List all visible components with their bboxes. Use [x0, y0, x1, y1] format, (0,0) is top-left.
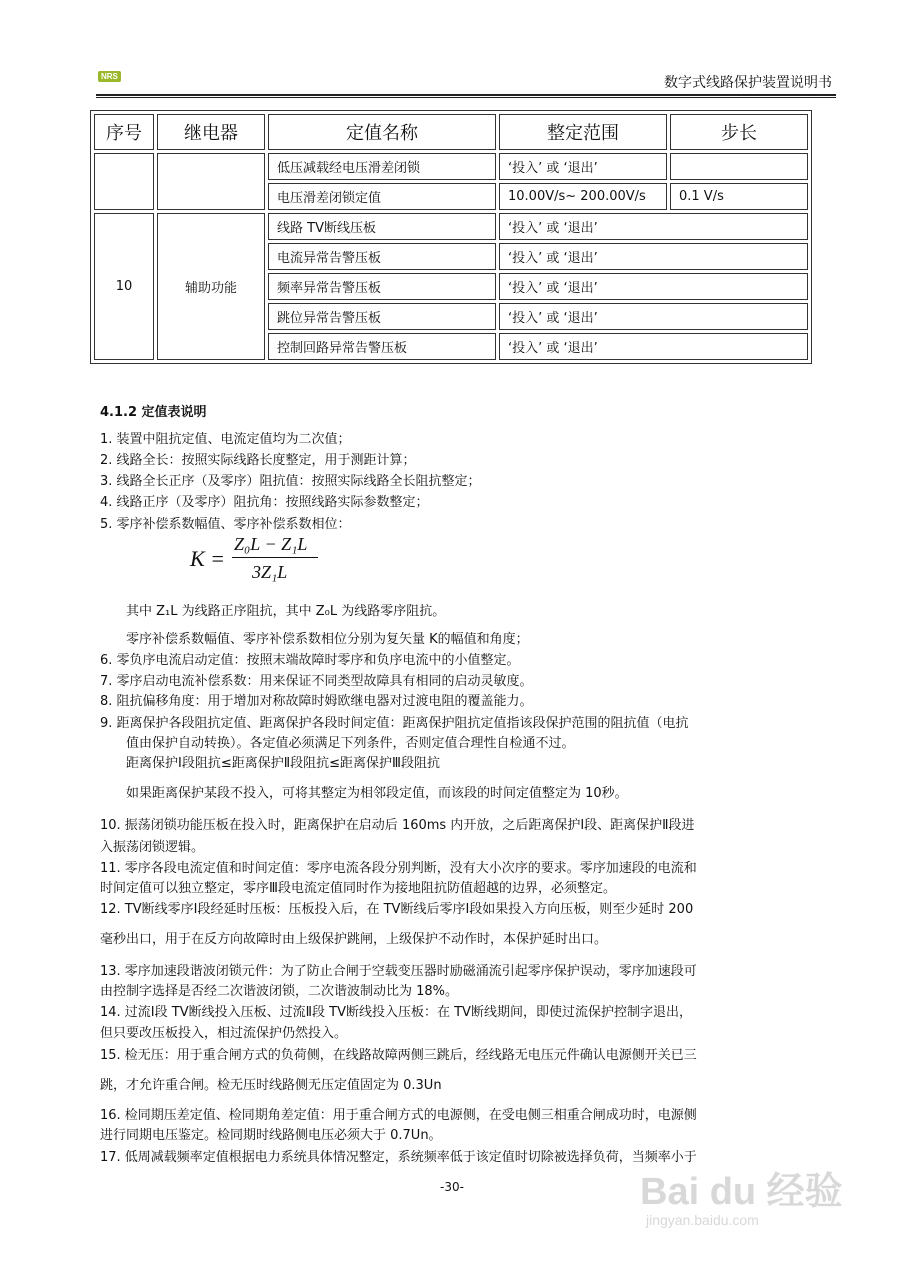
paragraph: 16. 检同期压差定值、检同期角差定值：用于重合闸方式的电源侧，在受电侧三相重合闸成功时，电源侧	[100, 1108, 697, 1123]
paragraph: 13. 零序加速段谐波闭锁元件：为了防止合闸于空载变压器时励磁涌流引起零序保护误动，零序加速段可	[100, 964, 697, 979]
cell-range: ‘投入’ 或 ‘退出’	[499, 213, 808, 240]
watermark-logo: Bai du 经验	[640, 1171, 843, 1213]
paragraph: 17. 低周减载频率定值根据电力系统具体情况整定，系统频率低于该定值时切除被选择负荷，当频率小于	[100, 1150, 697, 1165]
settings-table	[90, 110, 812, 364]
cell-step	[670, 153, 808, 180]
cell-setting-name: 线路 TV断线压板	[268, 213, 496, 240]
cell-relay: 辅助功能	[157, 213, 265, 360]
paragraph: 时间定值可以独立整定，零序Ⅲ段电流定值同时作为接地阻抗防值超越的边界，必须整定。	[100, 881, 616, 896]
logo-badge: NRS	[98, 71, 121, 82]
cell-no	[94, 153, 154, 210]
cell-range: ‘投入’ 或 ‘退出’	[499, 333, 808, 360]
paragraph: 但只要改压板投入，相过流保护仍然投入。	[100, 1026, 348, 1041]
cell-relay	[157, 153, 265, 210]
paragraph: 7. 零序启动电流补偿系数：用来保证不同类型故障具有相同的启动灵敏度。	[100, 674, 533, 689]
section-heading: 4.1.2 定值表说明	[100, 405, 207, 420]
table-row	[94, 153, 808, 180]
paragraph: 2. 线路全长：按照实际线路长度整定，用于测距计算；	[100, 453, 416, 468]
paragraph: 由控制字选择是否经二次谐波闭锁，二次谐波制动比为 18%。	[100, 984, 459, 999]
header-divider	[96, 94, 836, 96]
cell-setting-name: 电流异常告警压板	[268, 243, 496, 270]
paragraph: 入振荡闭锁逻辑。	[100, 840, 205, 855]
paragraph: 8. 阻抗偏移角度：用于增加对称故障时姆欧继电器对过渡电阻的覆盖能力。	[100, 694, 533, 709]
col-header: 序号	[94, 114, 154, 150]
cell-range: 10.00V/s~ 200.00V/s	[499, 183, 667, 210]
cell-setting-name: 频率异常告警压板	[268, 273, 496, 300]
paragraph: 10. 振荡闭锁功能压板在投入时，距离保护在启动后 160ms 内开放，之后距离保护Ⅰ段、距离保护Ⅱ段进	[100, 818, 695, 833]
paragraph: 其中 Z₁L 为线路正序阻抗，其中 Z₀L 为线路零序阻抗。	[126, 604, 446, 619]
cell-no: 10	[94, 213, 154, 360]
paragraph: 14. 过流Ⅰ段 TV断线投入压板、过流Ⅱ段 TV断线投入压板：在 TV断线期间，即使过流保护控制字退出，	[100, 1005, 692, 1020]
col-header: 定值名称	[268, 114, 496, 150]
paragraph: 1. 装置中阻抗定值、电流定值均为二次值；	[100, 432, 351, 447]
paragraph: 9. 距离保护各段阻抗定值、距离保护各段时间定值：距离保护阻抗定值指该段保护范围的阻抗值（电抗	[100, 716, 689, 731]
company-logo	[98, 64, 121, 83]
formula-lhs: K =	[190, 546, 226, 571]
cell-setting-name: 跳位异常告警压板	[268, 303, 496, 330]
document-title: 数字式线路保护装置说明书	[664, 75, 832, 91]
formula-numerator: Z₀L − Z₁L	[234, 534, 308, 554]
paragraph: 距离保护Ⅰ段阻抗≤距离保护Ⅱ段阻抗≤距离保护Ⅲ段阻抗	[126, 756, 440, 771]
fraction-bar	[232, 557, 318, 558]
col-header: 步长	[670, 114, 808, 150]
col-header: 继电器	[157, 114, 265, 150]
paragraph: 15. 检无压：用于重合闸方式的负荷侧，在线路故障两侧三跳后，经线路无电压元件确认电源侧开关已三	[100, 1048, 697, 1063]
formula-denominator: 3Z₁L	[252, 562, 288, 582]
col-header: 整定范围	[499, 114, 667, 150]
paragraph: 6. 零负序电流启动定值：按照末端故障时零序和负序电流中的小值整定。	[100, 653, 520, 668]
paragraph: 4. 线路正序（及零序）阻抗角：按照线路实际参数整定；	[100, 495, 429, 510]
paragraph: 5. 零序补偿系数幅值、零序补偿系数相位：	[100, 517, 351, 532]
table-row	[94, 213, 808, 240]
page-number: -30-	[440, 1180, 464, 1194]
cell-range: ‘投入’ 或 ‘退出’	[499, 303, 808, 330]
paragraph: 跳，才允许重合闸。检无压时线路侧无压定值固定为 0.3Un	[100, 1078, 442, 1093]
cell-setting-name: 低压减载经电压滑差闭锁	[268, 153, 496, 180]
paragraph: 进行同期电压鉴定。检同期时线路侧电压必须大于 0.7Un。	[100, 1128, 442, 1143]
cell-setting-name: 控制回路异常告警压板	[268, 333, 496, 360]
cell-range: ‘投入’ 或 ‘退出’	[499, 273, 808, 300]
paragraph: 毫秒出口，用于在反方向故障时由上级保护跳闸，上级保护不动作时，本保护延时出口。	[100, 932, 608, 947]
paragraph: 12. TV断线零序Ⅰ段经延时压板：压板投入后，在 TV断线后零序Ⅰ段如果投入方向压板，则至少延时 200	[100, 902, 694, 917]
cell-range: ‘投入’ 或 ‘退出’	[499, 153, 667, 180]
cell-step: 0.1 V/s	[670, 183, 808, 210]
paragraph: 3. 线路全长正序（及零序）阻抗值：按照实际线路全长阻抗整定；	[100, 474, 481, 489]
watermark-url: jingyan.baidu.com	[646, 1212, 759, 1228]
paragraph: 如果距离保护某段不投入，可将其整定为相邻段定值，而该段的时间定值整定为 10秒。	[126, 786, 628, 801]
paragraph: 值由保护自动转换）。各定值必须满足下列条件，否则定值合理性自检通不过。	[126, 736, 575, 751]
cell-setting-name: 电压滑差闭锁定值	[268, 183, 496, 210]
header-divider-thin	[96, 97, 836, 98]
paragraph: 零序补偿系数幅值、零序补偿系数相位分别为复矢量 K的幅值和角度；	[126, 632, 529, 647]
cell-range: ‘投入’ 或 ‘退出’	[499, 243, 808, 270]
paragraph: 11. 零序各段电流定值和时间定值：零序电流各段分别判断，没有大小次序的要求。零序加速段的电流和	[100, 861, 697, 876]
table-header-row	[94, 114, 808, 150]
